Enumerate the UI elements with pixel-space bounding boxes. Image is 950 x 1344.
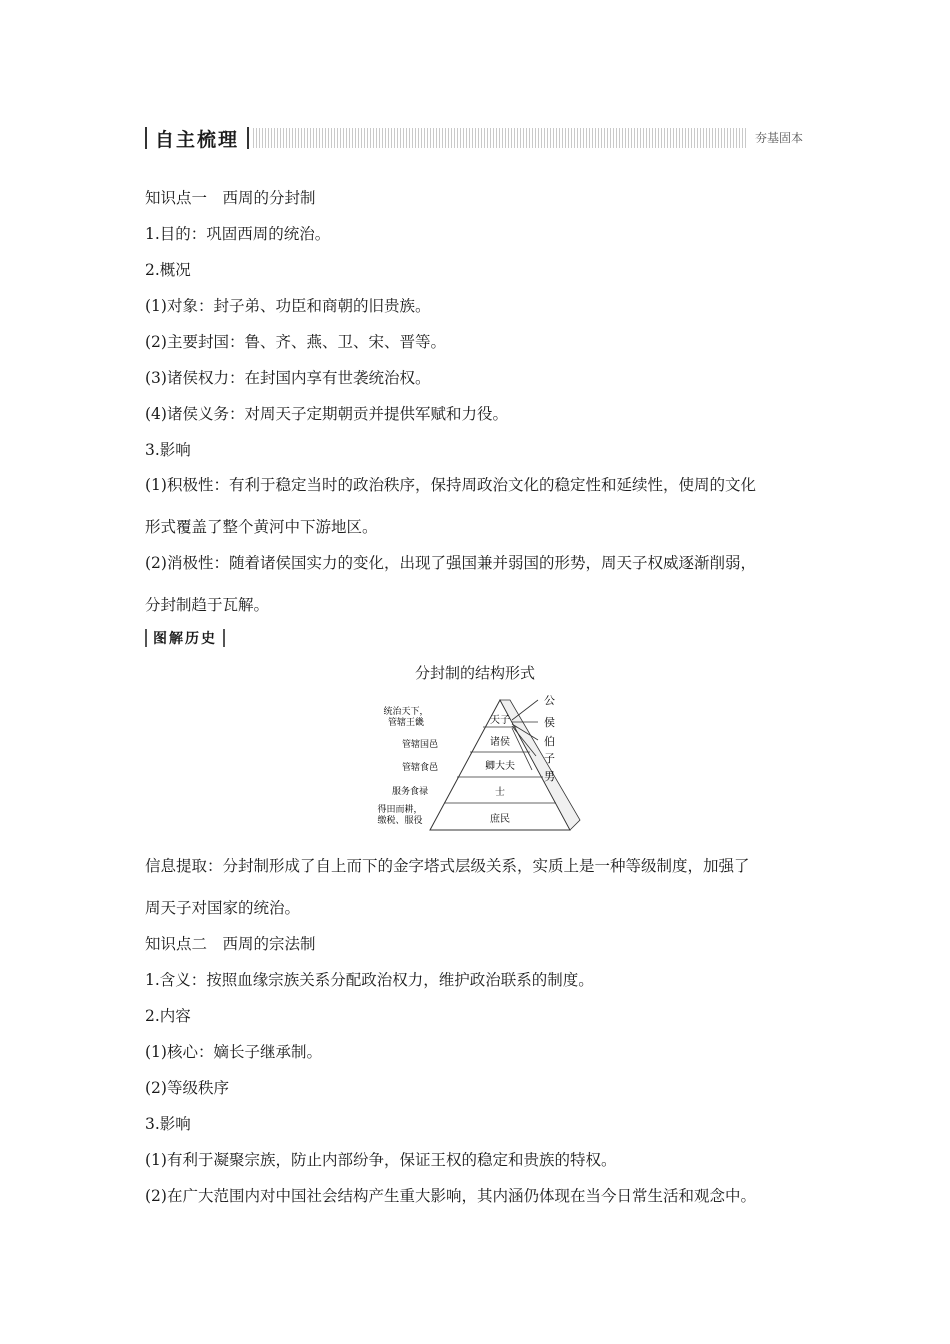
figure-title: 分封制的结构形式 xyxy=(414,664,535,682)
text-line: (1)对象：封子弟、功臣和商朝的旧贵族。 xyxy=(145,297,431,315)
level-label-zhuhou: 诸侯 xyxy=(490,737,510,748)
level-label-shumin: 庶民 xyxy=(490,814,510,825)
tag-label: 图解历史 xyxy=(153,631,217,647)
text-line: 1.目的：巩固西周的统治。 xyxy=(145,225,331,243)
section-title: 自主梳理 xyxy=(155,128,240,151)
level-label-shi: 士 xyxy=(495,787,505,798)
section-subtitle: 夯基固本 xyxy=(747,128,813,148)
feudal-pyramid-diagram xyxy=(370,690,585,835)
heading-point-one: 知识点一 西周的分封制 xyxy=(145,189,316,207)
left-label: 服务食禄 xyxy=(391,787,429,797)
rank-label: 子 xyxy=(544,752,555,765)
text-line: (2)主要封国：鲁、齐、燕、卫、宋、晋等。 xyxy=(145,333,446,351)
text-line: (2)等级秩序 xyxy=(145,1079,229,1097)
text-line: 信息提取：分封制形成了自上而下的金字塔式层级关系，实质上是一种等级制度，加强了 xyxy=(145,857,750,875)
left-label: 管辖食邑 xyxy=(401,763,439,773)
level-label-qingdafu: 卿大夫 xyxy=(485,761,515,772)
text-line: 2.概况 xyxy=(145,261,191,279)
text-line: 形式覆盖了整个黄河中下游地区。 xyxy=(145,518,378,536)
text-line: 3.影响 xyxy=(145,1115,191,1133)
text-line: 1.含义：按照血缘宗族关系分配政治权力，维护政治联系的制度。 xyxy=(145,971,594,989)
heading-point-two: 知识点二 西周的宗法制 xyxy=(145,935,316,953)
tag-divider xyxy=(223,629,225,647)
section-header xyxy=(145,126,813,150)
text-line: 3.影响 xyxy=(145,441,191,459)
rank-label: 男 xyxy=(544,770,555,783)
left-label: 管辖国邑 xyxy=(401,740,439,750)
illustrated-history-tag xyxy=(145,628,231,648)
text-line: (4)诸侯义务：对周天子定期朝贡并提供军赋和力役。 xyxy=(145,405,508,423)
text-line: (1)积极性：有利于稳定当时的政治秩序，保持周政治文化的稳定性和延续性，使周的文化 xyxy=(145,476,756,494)
text-line: (3)诸侯权力：在封国内享有世袭统治权。 xyxy=(145,369,431,387)
rank-label: 侯 xyxy=(544,716,555,729)
text-line: (1)有利于凝聚宗族，防止内部纷争，保证王权的稳定和贵族的特权。 xyxy=(145,1151,617,1169)
left-label: 得田而耕， xyxy=(377,805,423,815)
text-line: (2)在广大范围内对中国社会结构产生重大影响，其内涵仍体现在当今日常生活和观念中。 xyxy=(145,1187,756,1205)
rank-label: 伯 xyxy=(544,735,555,748)
header-hatch xyxy=(253,128,747,148)
rank-label: 公 xyxy=(544,694,555,707)
left-label: 统治天下， xyxy=(383,707,429,717)
text-line: 分封制趋于瓦解。 xyxy=(145,596,270,614)
left-label: 缴税、服役 xyxy=(377,816,423,826)
level-label-tianzi: 天子 xyxy=(490,715,510,726)
text-line: (1)核心：嫡长子继承制。 xyxy=(145,1043,322,1061)
text-line: 周天子对国家的统治。 xyxy=(145,899,301,917)
text-line: 2.内容 xyxy=(145,1007,191,1025)
left-label: 管辖王畿 xyxy=(387,718,425,728)
tag-divider xyxy=(145,629,147,647)
header-divider xyxy=(247,127,249,149)
text-line: (2)消极性：随着诸侯国实力的变化，出现了强国兼并弱国的形势，周天子权威逐渐削弱， xyxy=(145,554,756,572)
